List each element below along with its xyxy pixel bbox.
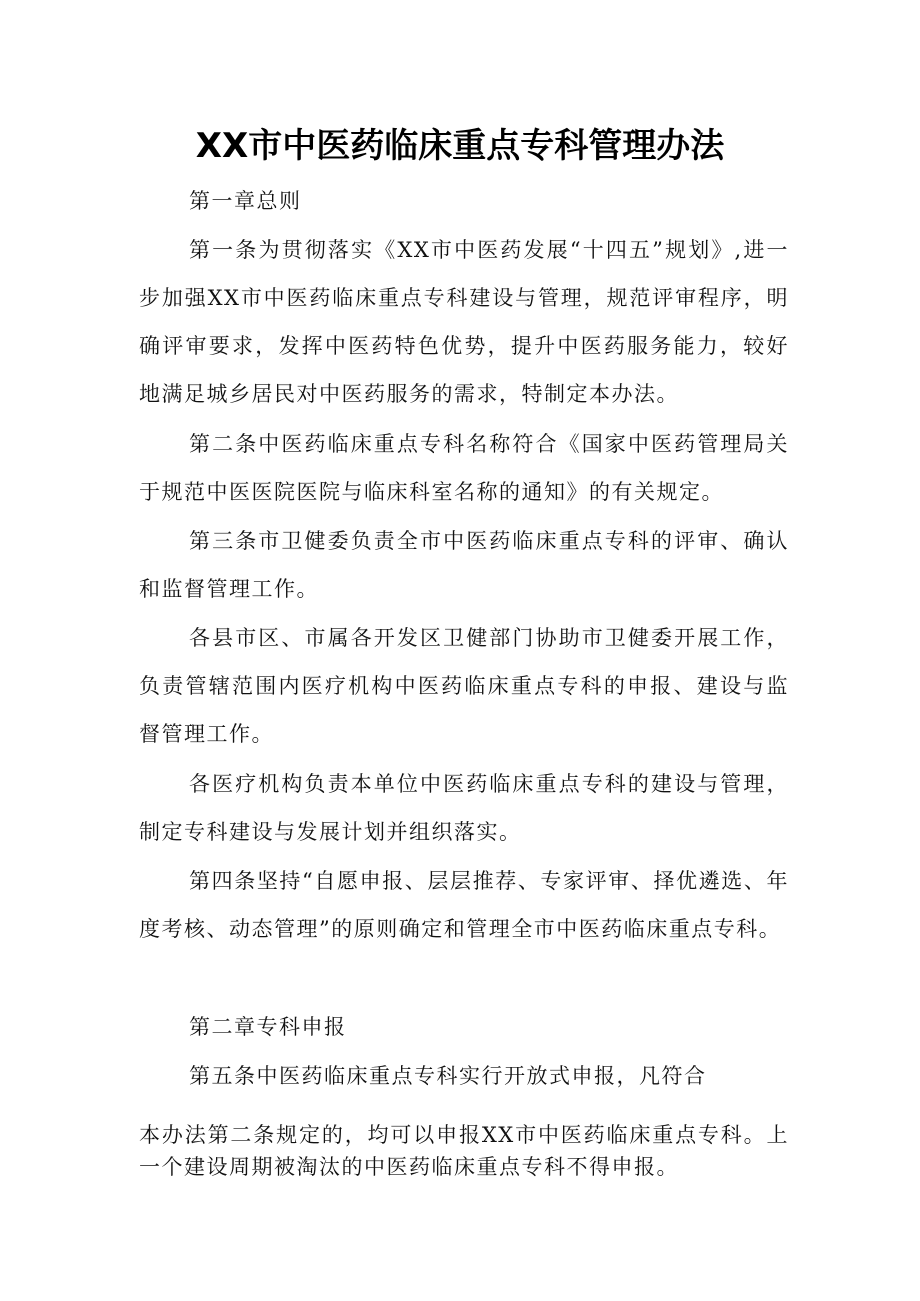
article-3-paragraph: 第三条市卫健委负责全市中医药临床重点专科的评审、确认和监督管理工作。: [139, 529, 789, 601]
article-5-line-1: 第五条中医药临床重点专科实行开放式申报，凡符合: [189, 1064, 707, 1088]
article-4-paragraph: 第四条坚持“自愿申报、层层推荐、专家评审、择优遴选、年度考核、动态管理”的原则确定和管理全市中医药临床重点专科。: [139, 869, 789, 941]
article-1-paragraph: 第一条为贯彻落实《XX市中医药发展“十四五”规划》,进一步加强XX市中医药临床重点专科建设与管理，规范评审程序，明确评审要求，发挥中医药特色优势，提升中医药服务能力，较好地满足城乡居民对中医药服务的需求，特制定本办法。: [139, 238, 789, 406]
article-3-paragraph-2: 各县市区、市属各开发区卫健部门协助市卫健委开展工作，负责管辖范围内医疗机构中医药临床重点专科的申报、建设与监督管理工作。: [139, 626, 789, 746]
chapter-heading-2: 第二章专科申报: [189, 1015, 347, 1039]
article-3-paragraph-3: 各医疗机构负责本单位中医药临床重点专科的建设与管理，制定专科建设与发展计划并组织落实。: [139, 772, 789, 844]
article-5-continuation: 本办法第二条规定的，均可以申报XX市中医药临床重点专科。上一个建设周期被淘汰的中医药临床重点专科不得申报。: [139, 1123, 789, 1179]
article-2-paragraph: 第二条中医药临床重点专科名称符合《国家中医药管理局关于规范中医医院医院与临床科室名称的通知》的有关规定。: [139, 432, 789, 504]
document-title: XX市中医药临床重点专科管理办法: [195, 126, 725, 166]
chapter-heading-1: 第一章总则: [189, 189, 302, 213]
